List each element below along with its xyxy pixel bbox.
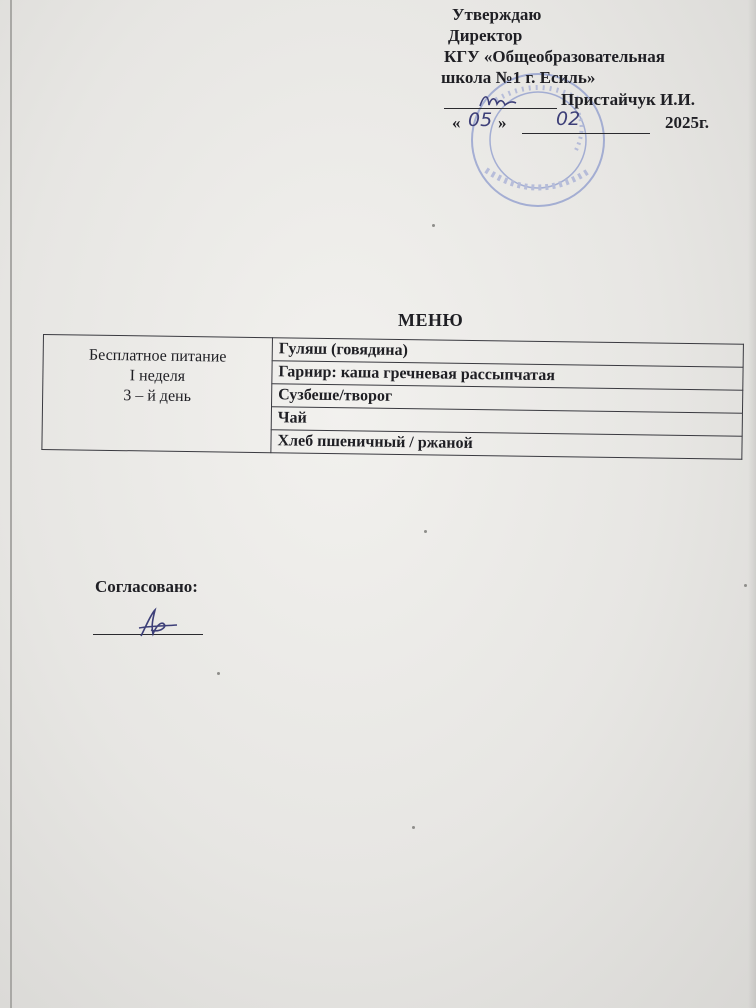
agreed-label: Согласовано:: [95, 577, 198, 596]
meal-type: Бесплатное питание: [88, 346, 227, 366]
paper-speck: [424, 530, 427, 533]
date-month: 02: [556, 108, 581, 130]
approval-organization: КГУ «Общеобразовательная: [444, 47, 665, 66]
approval-position: Директор: [448, 26, 523, 45]
agreed-signature: [133, 606, 183, 638]
approval-organization-cont: школа №1 г. Есиль»: [441, 68, 596, 87]
page-shadow: [748, 0, 756, 1008]
paper-speck: [412, 826, 415, 829]
dish-cell: Гуляш (говядина): [272, 338, 743, 368]
page-fold-line: [10, 0, 12, 1008]
date-close-quote: »: [498, 113, 507, 132]
approval-block: [441, 4, 744, 136]
paper-speck: [744, 584, 747, 587]
dish-cell: Гарнир: каша гречневая рассыпчатая: [272, 361, 743, 391]
approval-date: [444, 108, 744, 136]
meal-info-cell: [42, 335, 273, 453]
date-open-quote: «: [452, 113, 461, 132]
agreed-signature-area: [93, 602, 205, 638]
meal-day: 3 – й день: [123, 387, 192, 406]
meal-week: I неделя: [129, 367, 186, 385]
dish-cell: Сузбеше/творог: [272, 384, 743, 414]
date-day: 05: [468, 109, 493, 131]
dish-cell: Хлеб пшеничный / ржаной: [271, 430, 742, 460]
date-month-line: [522, 133, 650, 134]
menu-table: [41, 334, 744, 460]
paper-speck: [217, 672, 220, 675]
dish-cell: Чай: [271, 407, 742, 437]
date-year: 2025г.: [665, 113, 710, 132]
paper-speck: [432, 224, 435, 227]
approval-heading: Утверждаю: [452, 5, 542, 24]
director-name: Пристайчук И.И.: [561, 90, 695, 109]
page-title: МЕНЮ: [398, 310, 464, 330]
